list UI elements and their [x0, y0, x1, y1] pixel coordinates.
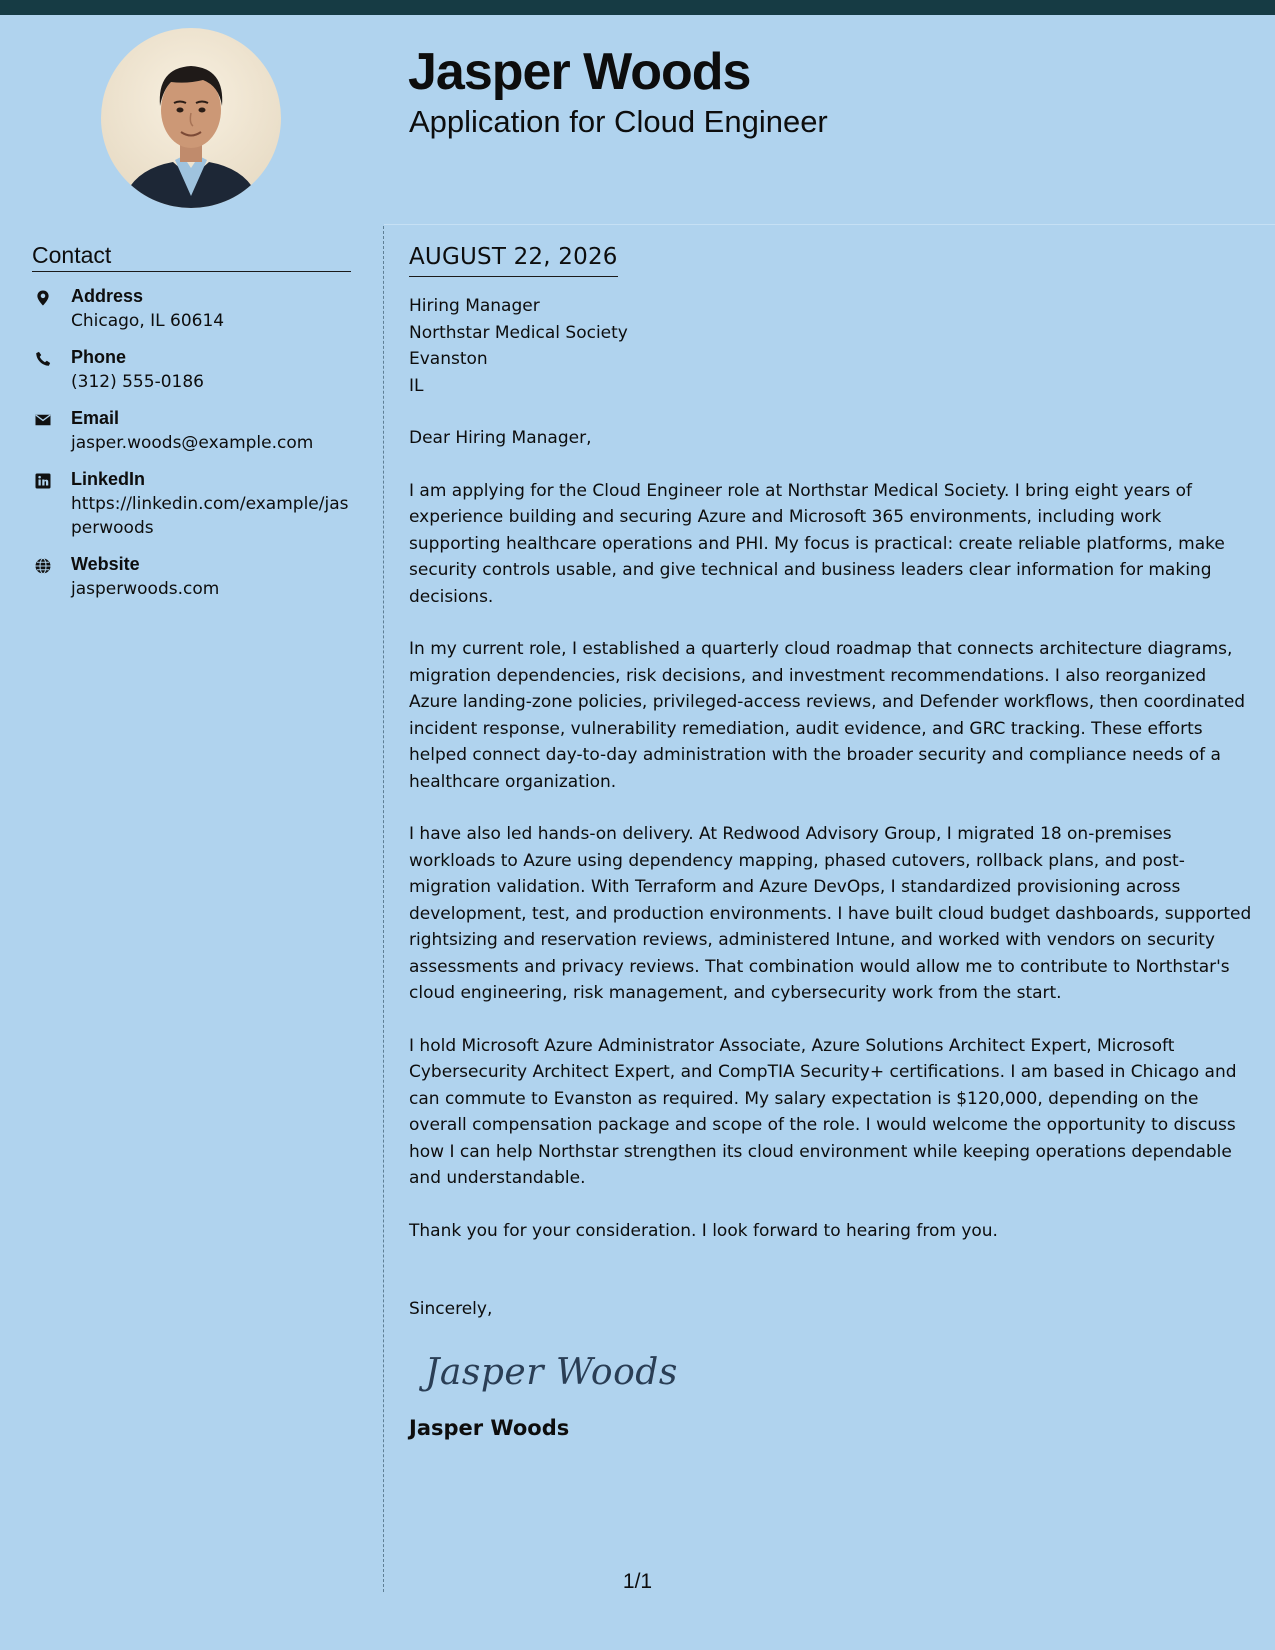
application-subtitle: Application for Cloud Engineer [409, 104, 828, 139]
top-accent-bar [0, 0, 1275, 15]
phone-value[interactable]: (312) 555-0186 [71, 372, 204, 392]
letter-date: AUGUST 22, 2026 [409, 240, 618, 277]
contact-label: LinkedIn [71, 469, 146, 489]
page-number: 1/1 [622, 1570, 653, 1593]
recipient-line: Northstar Medical Society [409, 322, 628, 343]
recipient-block [409, 293, 1254, 399]
letter-paragraph: In my current role, I established a quarterly cloud roadmap that connects architecture diagrams, migration dependencies, risk decisions, and investment recommendations. I also reorganized Azure landing-zone policies, privileged-access reviews, and Defender workflows, then coordinated incident response, vulnerability remediation, audit evidence, and GRC tracking. These efforts helped connect day-to-day administration with the broader security and compliance needs of a healthcare organization. [409, 639, 1246, 792]
address-value: Chicago, IL 60614 [71, 311, 225, 331]
avatar [101, 28, 281, 208]
contact-item-email [32, 406, 351, 455]
globe-icon [34, 557, 52, 575]
contact-label: Phone [71, 347, 127, 367]
contact-item-phone [32, 345, 351, 394]
linkedin-value[interactable]: https://linkedin.com/example/jasperwoods [71, 494, 349, 538]
recipient-line: Hiring Manager [409, 296, 540, 316]
recipient-line: Evanston [409, 349, 488, 369]
column-divider [383, 226, 384, 1592]
contact-label: Website [71, 554, 140, 574]
applicant-name: Jasper Woods [408, 43, 751, 101]
letter-paragraph: I have also led hands-on delivery. At Redwood Advisory Group, I migrated 18 on-premises workloads to Azure using dependency mapping, phased cutovers, rollback plans, and post-migration validation. With Terraform and Azure DevOps, I standardized provisioning across development, test, and production environments. I have built cloud budget dashboards, supported rightsizing and reservation reviews, administered Intune, and worked with vendors on security assessments and privacy reviews. That combination would allow me to contribute to Northstar's cloud engineering, risk management, and cybersecurity work from the start. [409, 824, 1252, 1003]
salutation: Dear Hiring Manager, [409, 428, 592, 448]
letter-paragraph: I am applying for the Cloud Engineer role at Northstar Medical Society. I bring eight years of experience building and securing Azure and Microsoft 365 environments, including work supporting healthcare operations and PHI. My focus is practical: create reliable platforms, make security controls usable, and give technical and business leaders clear information for making decisions. [409, 480, 1225, 607]
location-pin-icon [34, 289, 52, 307]
contact-sidebar [32, 240, 351, 601]
contact-item-linkedin [32, 467, 351, 540]
contact-label: Email [71, 408, 120, 428]
contact-item-address [32, 284, 351, 333]
handwritten-signature: Jasper Woods [425, 1351, 678, 1393]
letter-paragraph: Thank you for your consideration. I look forward to hearing from you. [409, 1220, 998, 1241]
closing: Sincerely, [409, 1299, 493, 1319]
recipient-line: IL [409, 375, 424, 396]
linkedin-icon [34, 472, 52, 490]
envelope-icon [34, 411, 52, 429]
contact-heading: Contact [32, 240, 351, 272]
header-divider [384, 224, 1275, 225]
signer-name: Jasper Woods [409, 1415, 570, 1440]
phone-icon [34, 350, 52, 368]
letter-paragraph: I hold Microsoft Azure Administrator Associate, Azure Solutions Architect Expert, Microsoft Cybersecurity Architect Expert, and CompTIA Security+ certifications. I am based in Chicago and can commute to Evanston as required. My salary expectation is $120,000, depending on the overall compensation package and scope of the role. I would welcome the opportunity to discuss how I can help Northstar strengthen its cloud environment while keeping operations dependable and understandable. [409, 1035, 1237, 1188]
letter-body [409, 240, 1254, 1443]
website-value[interactable]: jasperwoods.com [71, 579, 220, 599]
contact-item-website [32, 552, 351, 601]
email-value[interactable]: jasper.woods@example.com [71, 433, 314, 453]
contact-label: Address [71, 286, 144, 306]
